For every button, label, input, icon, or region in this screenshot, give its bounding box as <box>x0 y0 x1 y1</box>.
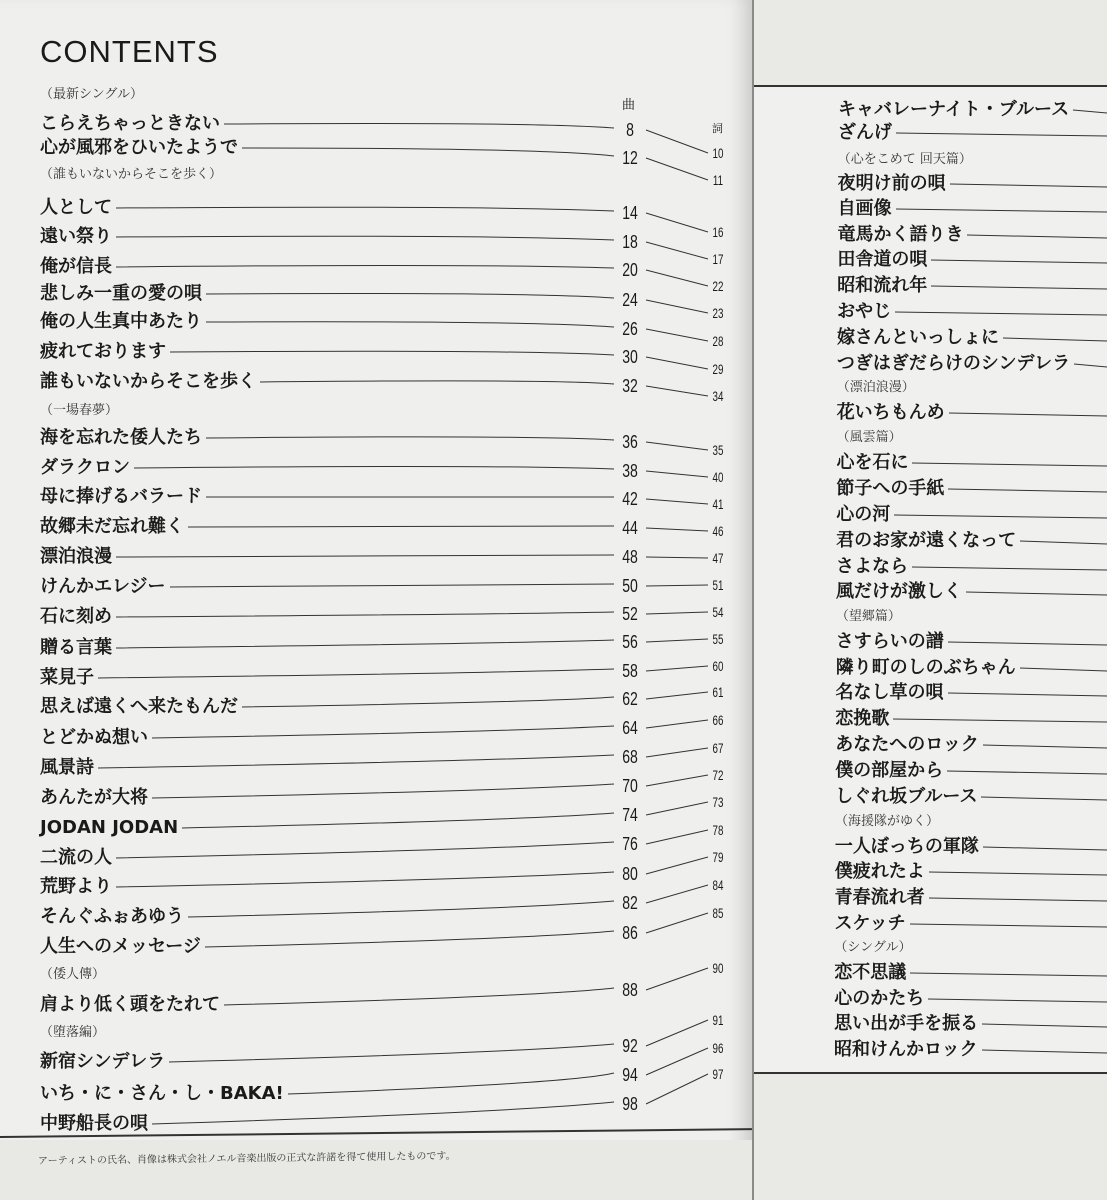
leader-line <box>929 898 1107 901</box>
music-page-number: 56 <box>622 632 638 652</box>
leader-line <box>169 1044 614 1062</box>
lyrics-page-number: 85 <box>712 905 724 921</box>
connector-line <box>646 612 708 614</box>
music-page-number: 12 <box>622 148 638 168</box>
connector-line <box>646 528 708 531</box>
music-page-number: 52 <box>622 604 638 624</box>
leader-line <box>206 322 614 327</box>
leader-line <box>170 584 614 587</box>
music-page-number: 64 <box>622 718 638 738</box>
song-title: さよなら <box>836 556 909 577</box>
music-page-number: 62 <box>622 689 638 709</box>
connector-line <box>646 748 708 757</box>
leader-line <box>1020 541 1107 544</box>
section-heading: （倭人傳） <box>40 967 106 982</box>
connector-line <box>646 666 708 671</box>
leader-line <box>116 236 614 240</box>
leader-line <box>947 771 1107 774</box>
music-page-number: 70 <box>622 776 638 796</box>
music-page-number: 36 <box>622 432 638 452</box>
song-title: 夜明け前の唄 <box>837 173 946 194</box>
lyrics-page-number: 91 <box>712 1012 724 1028</box>
leader-line <box>182 813 614 828</box>
music-page-number: 32 <box>622 376 638 396</box>
leader-line <box>893 719 1107 722</box>
song-title: 昭和流れ年 <box>837 275 928 296</box>
song-title: 心が風邪をひいたようで <box>40 137 238 158</box>
song-title: あなたへのロック <box>835 734 979 755</box>
song-title: キャバレーナイト・ブルース <box>838 99 1070 120</box>
music-page-number: 18 <box>622 232 638 252</box>
leader-line <box>928 999 1107 1002</box>
song-title: いち・に・さん・し・BAKA! <box>40 1083 284 1104</box>
song-title: 新宿シンデレラ <box>40 1051 166 1072</box>
song-title: ダラクロン <box>40 457 130 478</box>
leader-line <box>896 133 1107 136</box>
song-title: おやじ <box>837 301 892 322</box>
music-page-number: 50 <box>622 576 638 596</box>
lyrics-page-number: 29 <box>712 361 724 377</box>
song-title: 人生へのメッセージ <box>40 936 201 957</box>
lyrics-page-number: 17 <box>712 251 724 267</box>
leader-line <box>116 872 614 887</box>
contents-heading: CONTENTS <box>40 34 219 69</box>
song-title: 君のお家が遠くなって <box>836 530 1017 551</box>
music-page-number: 74 <box>622 805 638 825</box>
song-title: けんかエレジー <box>40 576 166 597</box>
song-title: 節子への手紙 <box>836 478 945 499</box>
song-title: 母に捧げるバラード <box>40 486 202 507</box>
song-title: 恋挽歌 <box>835 708 890 729</box>
lyrics-column-header: 詞 <box>712 122 723 135</box>
music-page-number: 30 <box>622 347 638 367</box>
leader-line <box>116 265 614 268</box>
lyrics-page-number: 78 <box>712 822 724 838</box>
song-title: 嫁さんといっしょに <box>837 327 1000 348</box>
lyrics-page-number: 73 <box>712 794 724 810</box>
connector-line <box>646 1020 708 1046</box>
connector-line <box>646 802 708 815</box>
lyrics-page-number: 90 <box>712 960 724 976</box>
connector-line <box>646 968 708 990</box>
leader-line <box>98 669 614 678</box>
lyrics-page-number: 11 <box>712 172 724 188</box>
leader-line <box>896 209 1107 212</box>
music-page-number: 58 <box>622 661 638 681</box>
lyrics-page-number: 60 <box>712 658 724 674</box>
song-title: 俺が信長 <box>40 256 112 277</box>
leader-line <box>116 207 614 211</box>
lyrics-page-number: 34 <box>712 388 724 404</box>
connector-line <box>646 557 708 558</box>
leader-line <box>895 312 1107 315</box>
right-sheet <box>754 85 1107 1074</box>
connector-line <box>646 885 708 903</box>
section-heading: （堕落編） <box>40 1025 106 1040</box>
connector-line <box>646 300 708 313</box>
right-page <box>754 0 1107 1200</box>
section-heading: （漂泊浪漫） <box>836 380 915 395</box>
music-page-number: 38 <box>622 461 638 481</box>
music-page-number: 20 <box>622 260 638 280</box>
leader-line <box>982 1050 1107 1053</box>
leader-line <box>948 693 1107 696</box>
song-title: 菜見子 <box>40 667 94 688</box>
song-title: 疲れております <box>40 341 166 362</box>
song-title: 遠い祭り <box>40 226 112 247</box>
connector-line <box>646 242 708 259</box>
song-title: 心のかたち <box>834 988 925 1009</box>
section-heading: （シングル） <box>834 940 912 955</box>
leader-line <box>152 726 614 738</box>
lyrics-page-number: 41 <box>712 496 724 512</box>
song-title: 肩より低く頭をたれて <box>40 994 220 1015</box>
connector-line <box>646 213 708 232</box>
leader-line <box>894 515 1107 518</box>
connector-line <box>646 1048 708 1075</box>
leader-line <box>170 351 614 355</box>
leader-line <box>134 466 614 469</box>
song-title: JODAN JODAN <box>40 817 179 838</box>
music-page-number: 94 <box>622 1065 638 1085</box>
song-title: 風景詩 <box>40 757 94 778</box>
music-page-number: 88 <box>622 980 638 1000</box>
connector-line <box>646 639 708 642</box>
song-title: 思えば遠くへ来たもんだ <box>40 696 238 717</box>
leader-line <box>950 184 1107 187</box>
song-title: 田舎道の唄 <box>837 249 928 270</box>
music-page-number: 26 <box>622 319 638 339</box>
leader-line <box>948 489 1107 492</box>
song-title: そんぐふぉあゆう <box>40 906 184 927</box>
song-title: こらえちゃっときない <box>40 113 220 134</box>
song-title: 一人ぼっちの軍隊 <box>834 836 979 857</box>
music-page-number: 80 <box>622 864 638 884</box>
leader-line <box>966 592 1107 595</box>
song-title: 昭和けんかロック <box>834 1039 978 1060</box>
song-title: 僕疲れたよ <box>834 861 925 882</box>
lyrics-page-number: 10 <box>712 145 724 161</box>
music-page-number: 44 <box>622 518 638 538</box>
song-title: 風だけが激しく <box>835 581 962 602</box>
leader-line <box>116 555 614 557</box>
song-title: 人として <box>40 197 112 218</box>
leader-line <box>981 797 1107 800</box>
leader-line <box>288 1073 614 1094</box>
section-heading: （誰もいないからそこを歩く） <box>40 167 223 182</box>
song-title: さすらいの譜 <box>835 631 944 652</box>
lyrics-page-number: 47 <box>712 550 724 566</box>
connector-line <box>646 692 708 699</box>
lyrics-page-number: 46 <box>712 523 724 539</box>
leader-line <box>931 286 1107 289</box>
leader-line <box>1073 110 1107 113</box>
leader-line <box>929 872 1107 875</box>
lyrics-page-number: 16 <box>712 224 724 240</box>
connector-line <box>646 585 708 586</box>
music-page-number: 8 <box>626 120 634 140</box>
song-title: 贈る言葉 <box>40 637 112 658</box>
leader-line <box>188 526 614 527</box>
song-title: 二流の人 <box>40 847 112 868</box>
song-title: 荒野より <box>40 876 112 897</box>
song-title: 誰もいないからそこを歩く <box>40 371 256 392</box>
song-title: あんたが大将 <box>40 787 148 808</box>
leader-line <box>206 294 614 299</box>
leader-line <box>224 988 614 1005</box>
music-page-number: 76 <box>622 834 638 854</box>
leader-line <box>152 1102 614 1124</box>
section-heading: （最新シングル） <box>40 87 144 102</box>
song-title: 竜馬かく語りき <box>837 224 964 245</box>
leader-line <box>1074 364 1107 367</box>
music-page-number: 14 <box>622 203 638 223</box>
song-title: 心の河 <box>836 504 891 525</box>
song-title: 青春流れ者 <box>834 887 925 908</box>
song-title: 海を忘れた倭人たち <box>40 427 202 448</box>
connector-line <box>646 386 708 396</box>
section-heading: （一場春夢） <box>40 403 119 418</box>
music-page-number: 68 <box>622 747 638 767</box>
connector-line <box>646 471 708 477</box>
leader-line <box>242 697 614 707</box>
music-column-header: 曲 <box>622 98 636 113</box>
leader-line <box>206 437 614 440</box>
song-title: しぐれ坂ブルース <box>835 786 978 807</box>
song-title: スケッチ <box>834 913 906 934</box>
leader-line <box>931 260 1107 263</box>
music-page-number: 48 <box>622 547 638 567</box>
lyrics-page-number: 35 <box>712 442 724 458</box>
leader-line <box>152 784 614 798</box>
song-title: ざんげ <box>837 122 892 143</box>
leader-line <box>98 755 614 768</box>
song-title: 恋不思議 <box>834 962 907 983</box>
connector-line <box>646 270 708 286</box>
song-title: 漂泊浪漫 <box>40 546 112 567</box>
leader-line <box>260 381 614 384</box>
lyrics-page-number: 97 <box>712 1066 724 1082</box>
music-page-number: 92 <box>622 1036 638 1056</box>
music-page-number: 42 <box>622 489 638 509</box>
lyrics-page-number: 72 <box>712 767 724 783</box>
connector-line <box>646 720 708 728</box>
music-page-number: 98 <box>622 1094 638 1114</box>
song-title: 俺の人生真中あたり <box>40 311 202 332</box>
lyrics-page-number: 67 <box>712 740 724 756</box>
connector-line <box>646 357 708 369</box>
connector-line <box>646 442 708 450</box>
lyrics-page-number: 55 <box>712 631 724 647</box>
connector-line <box>646 130 708 153</box>
song-title: 思い出が手を振る <box>834 1013 979 1034</box>
lyrics-page-number: 79 <box>712 849 724 865</box>
connector-line <box>646 830 708 844</box>
song-title: 心を石に <box>836 452 909 473</box>
connector-line <box>646 913 708 933</box>
leader-line <box>188 901 614 917</box>
leader-line <box>116 842 614 858</box>
lyrics-page-number: 84 <box>712 877 724 893</box>
connector-line <box>646 857 708 874</box>
leader-line <box>912 463 1107 466</box>
lyrics-page-number: 22 <box>712 278 724 294</box>
song-title: 石に刻め <box>40 606 112 627</box>
leader-line <box>242 148 614 156</box>
section-heading: （海援隊がゆく） <box>834 814 939 829</box>
leader-line <box>910 973 1107 976</box>
song-title: 花いちもんめ <box>836 402 945 423</box>
leader-line <box>910 924 1107 927</box>
song-title: 中野船長の唄 <box>40 1113 148 1134</box>
lyrics-page-number: 96 <box>712 1040 724 1056</box>
section-heading: （心をこめて 回天篇） <box>837 152 972 167</box>
song-title: 悲しみ一重の愛の唄 <box>40 283 202 304</box>
song-title: 名なし草の唄 <box>835 682 944 703</box>
connector-line <box>646 775 708 786</box>
connector-line <box>646 499 708 504</box>
music-page-number: 82 <box>622 893 638 913</box>
leader-line <box>983 847 1107 850</box>
leader-line <box>1020 668 1107 671</box>
lyrics-page-number: 54 <box>712 604 724 620</box>
music-page-number: 86 <box>622 923 638 943</box>
song-title: 故郷未だ忘れ難く <box>40 516 184 537</box>
leader-line <box>116 640 614 648</box>
lyrics-page-number: 51 <box>712 577 724 593</box>
section-heading: （望郷篇） <box>835 609 901 624</box>
lyrics-page-number: 66 <box>712 712 724 728</box>
connector-line <box>646 158 708 180</box>
section-heading: （風雲篇） <box>836 430 902 445</box>
leader-line <box>983 745 1107 748</box>
connector-line <box>646 329 708 341</box>
leader-line <box>949 413 1107 416</box>
leader-line <box>224 124 614 129</box>
leader-line <box>116 612 614 617</box>
leader-line <box>912 567 1107 570</box>
leader-line <box>967 235 1107 238</box>
music-page-number: 24 <box>622 290 638 310</box>
song-title: 僕の部屋から <box>835 760 944 781</box>
connector-line <box>646 1074 708 1104</box>
leader-line <box>982 1024 1107 1027</box>
leader-line <box>948 642 1107 645</box>
leader-line <box>1003 338 1107 341</box>
song-title: とどかぬ想い <box>40 727 148 748</box>
lyrics-page-number: 40 <box>712 469 724 485</box>
song-title: つぎはぎだらけのシンデレラ <box>836 353 1071 374</box>
song-title: 自画像 <box>837 198 892 219</box>
song-title: 隣り町のしのぶちゃん <box>835 657 1016 678</box>
leader-line <box>205 931 614 947</box>
lyrics-page-number: 28 <box>712 333 724 349</box>
lyrics-page-number: 23 <box>712 305 724 321</box>
lyrics-page-number: 61 <box>712 684 724 700</box>
copyright-footer: アーティストの氏名、肖像は株式会社ノエル音楽出版の正式な許諾を得て使用したものです。 <box>37 1150 456 1167</box>
